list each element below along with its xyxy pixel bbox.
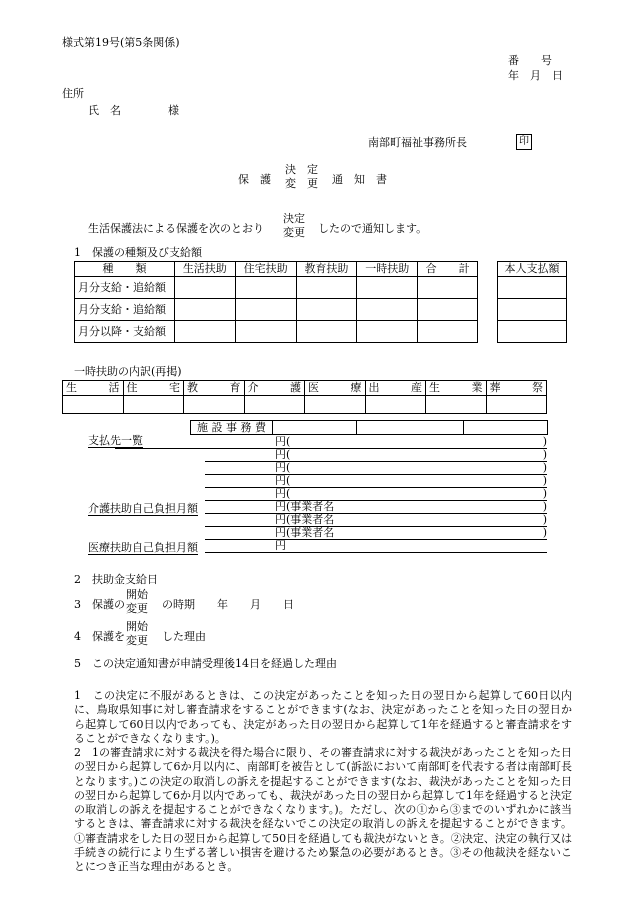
seal-mark: 印 xyxy=(516,134,532,150)
section3-top: 開始 xyxy=(126,588,148,601)
benefit-table xyxy=(74,261,478,343)
header-medical: 医 療 xyxy=(308,381,362,395)
note-2: 2 1の審査請求に対する裁決を得た場合に限り、その審査請求に対する裁決があったことを知った日の翌日から起算して6か月以内に、南部町を被告として(訴訟において南部町を代表する者は南部町長となります。)この決定の取消しの訴えを提起することができます(なお、裁決があったことを知った日の翌日から起算して6か月以内であっても、裁決があった日の翌日から起算して1年を経過すると決定の取消しの訴えを提起することができなくなります。)。ただし、次の①から③までのいずれかに該当するときは、審査請求に対する裁決を経ないでこの決定の取消しの訴えを提起することができます。①審査請求をした日の翌日から起算して50日を経過しても裁決がないとき。②決定、決定の執行又は手続きの続行により生ずる著しい損害を避けるため緊急の必要があるとき。③その他裁決を経ないことにつき正当な理由があるとき。 xyxy=(74,746,572,874)
facility-table xyxy=(190,420,548,435)
row-label: 月分以降・支給額 xyxy=(75,321,175,343)
table-row xyxy=(75,299,478,321)
payee-line: 円( ) xyxy=(205,449,547,462)
medical-line: 円 xyxy=(205,540,547,553)
header-living: 生活扶助 xyxy=(174,262,235,277)
header-living: 生 活 xyxy=(66,381,120,395)
date-label: 年 月 日 xyxy=(508,69,563,82)
temp-aid-table xyxy=(62,380,547,414)
header-education: 教育扶助 xyxy=(296,262,357,277)
honorific: 様 xyxy=(168,104,179,117)
payee-line: 円( ) xyxy=(205,462,547,475)
intro-text-1: 生活保護法による保護を次のとおり xyxy=(88,222,264,235)
provider-line: 円(事業者名 ) xyxy=(205,501,547,514)
provider-line: 円(事業者名 ) xyxy=(205,514,547,527)
payee-line: 円( ) xyxy=(205,488,547,501)
header-temporary: 一時扶助 xyxy=(357,262,418,277)
table-row xyxy=(75,277,478,299)
header-type: 種 類 xyxy=(75,262,175,277)
header-total: 合 計 xyxy=(418,262,478,277)
intro-top: 決定 xyxy=(283,212,305,225)
intro-bottom: 変更 xyxy=(283,225,305,239)
form-number: 様式第19号(第5条関係) xyxy=(62,36,180,49)
section4-post: した理由 xyxy=(162,630,206,643)
section3-post: の時期 年 月 日 xyxy=(162,598,294,611)
temp-aid-heading: 一時扶助の内訳(再掲) xyxy=(74,365,182,378)
row-label: 月分支給・追給額 xyxy=(75,277,175,299)
name-label: 氏 名 xyxy=(88,104,121,117)
title-top: 決 定 xyxy=(285,163,318,176)
header-funeral: 葬 祭 xyxy=(489,381,543,395)
note-1: 1 この決定に不服があるときは、この決定があったことを知った日の翌日から起算して60日以内に、鳥取県知事に対し審査請求をすることができます(なお、決定があったことを知った日の翌日から起算して60日以内であっても、決定があった日の翌日から起算して1年を経過すると審査請求をすることができなくなります。)。 xyxy=(74,689,572,745)
header-housing: 住 宅 xyxy=(126,381,180,395)
title-right: 通 知 書 xyxy=(332,173,387,186)
section4-pre: 4 保護を xyxy=(74,630,125,643)
section3-bottom: 変更 xyxy=(126,601,148,615)
payee-label: 支払先一覧 xyxy=(88,434,143,447)
title-stack xyxy=(285,163,318,191)
section3-pre: 3 保護の xyxy=(74,598,125,611)
header-childbirth: 出 産 xyxy=(368,381,422,395)
self-pay-table xyxy=(497,261,567,343)
section4-stack xyxy=(126,620,148,648)
payee-line: 円( ) xyxy=(115,436,547,449)
intro-stack xyxy=(283,212,305,240)
payee-line: 円( ) xyxy=(205,475,547,488)
section3-stack xyxy=(126,588,148,616)
section5: 5 この決定通知書が申請受理後14日を経過した理由 xyxy=(74,657,337,670)
address-label: 住所 xyxy=(62,87,84,100)
number-label: 番 号 xyxy=(508,54,552,67)
section1-heading: 1 保護の種類及び支給額 xyxy=(74,246,202,259)
header-care: 介 護 xyxy=(247,381,301,395)
header-housing: 住宅扶助 xyxy=(235,262,296,277)
issuer-name: 南部町福祉事務所長 xyxy=(368,136,467,149)
header-self-pay: 本人支払額 xyxy=(498,262,567,277)
title-bottom: 変 更 xyxy=(285,176,318,190)
header-education: 教 育 xyxy=(187,381,241,395)
section2: 2 扶助金支給日 xyxy=(74,573,158,586)
care-copay-label: 介護扶助自己負担月額 xyxy=(88,502,198,515)
facility-fee-label: 施 設 事 務 費 xyxy=(191,421,273,435)
title-left: 保 護 xyxy=(238,173,271,186)
provider-line: 円(事業者名 ) xyxy=(205,527,547,540)
medical-copay-label: 医療扶助自己負担月額 xyxy=(88,541,198,554)
section4-bottom: 変更 xyxy=(126,633,148,647)
header-occupation: 生 業 xyxy=(429,381,483,395)
table-row xyxy=(75,321,478,343)
row-label: 月分支給・追給額 xyxy=(75,299,175,321)
section4-top: 開始 xyxy=(126,620,148,633)
intro-text-2: したので通知します。 xyxy=(318,222,428,235)
